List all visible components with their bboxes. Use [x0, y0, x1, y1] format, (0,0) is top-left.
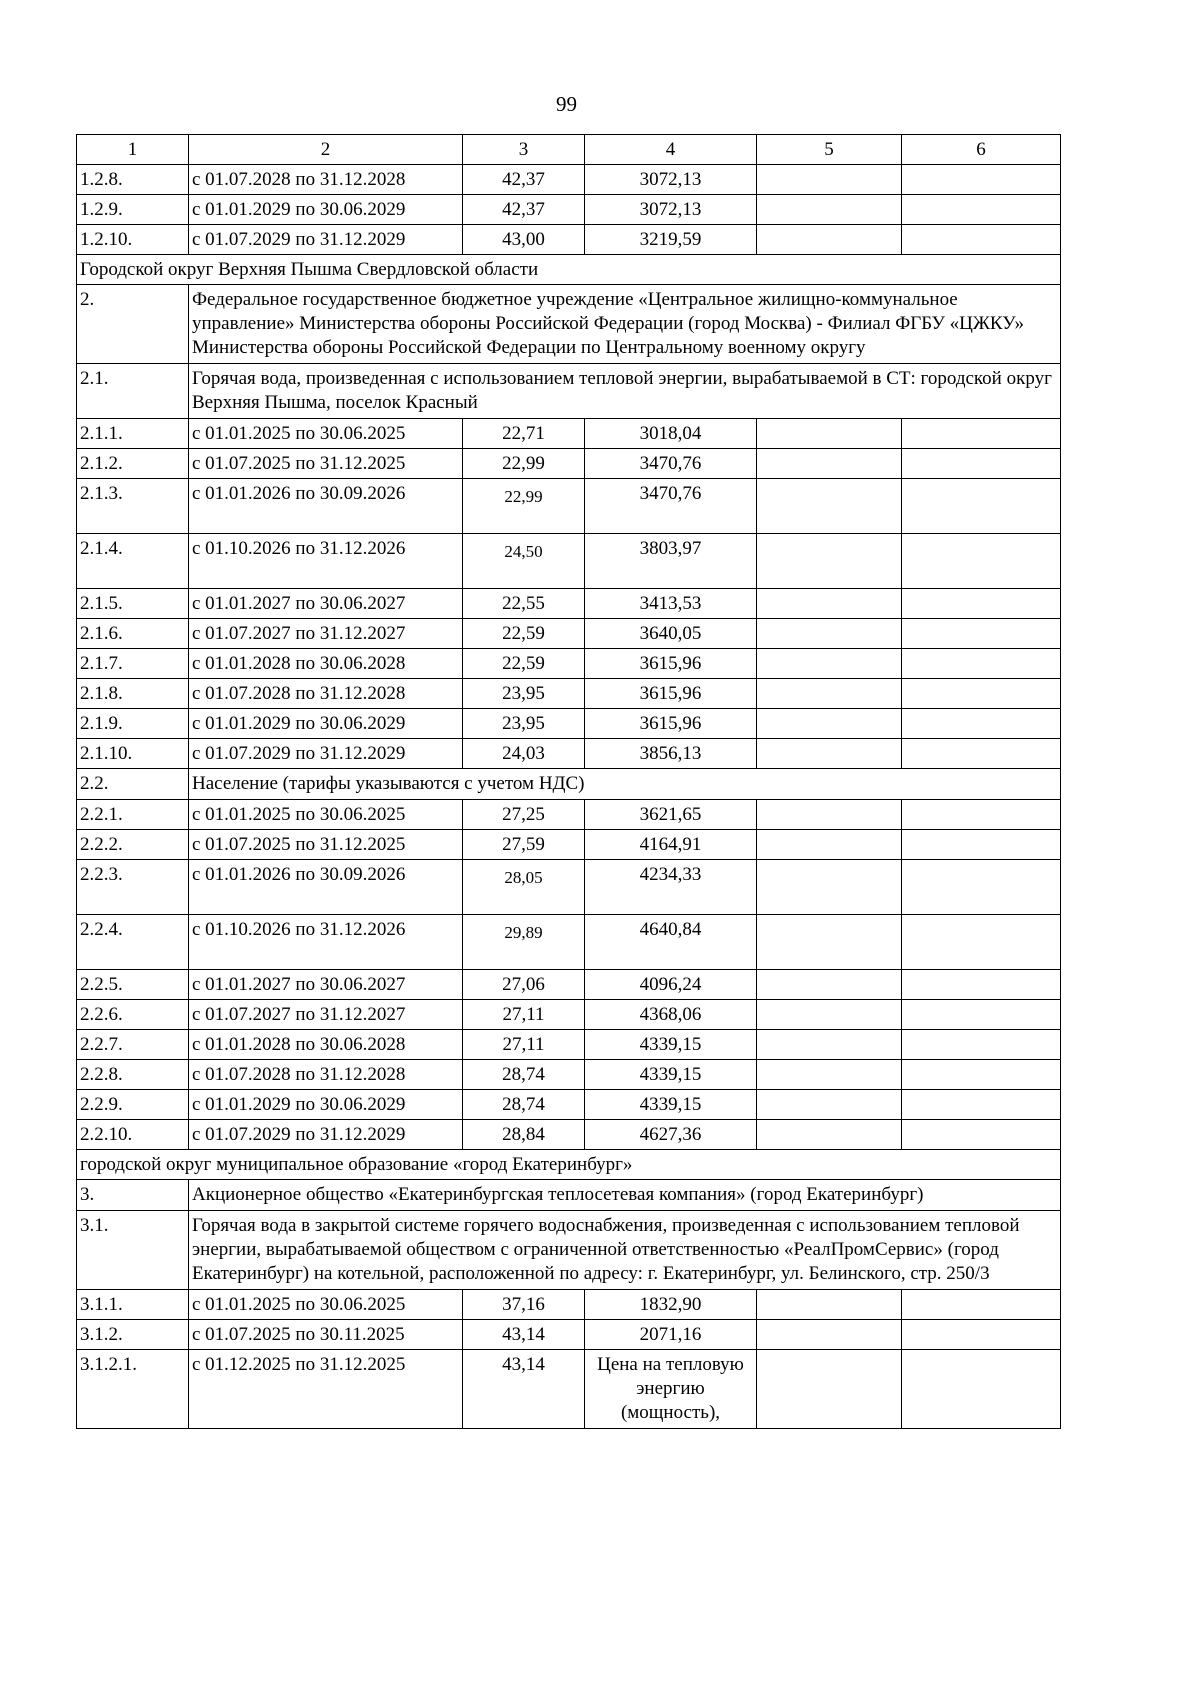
table-row	[77, 800, 1061, 830]
empty-col5	[757, 479, 902, 534]
empty-col5	[757, 830, 902, 860]
period-cell: с 01.01.2029 по 30.06.2029	[189, 1090, 463, 1120]
table-row	[77, 709, 1061, 739]
empty-col5	[757, 709, 902, 739]
region-row	[77, 255, 1061, 285]
empty-col6	[902, 739, 1061, 769]
table-row	[77, 1000, 1061, 1030]
section-number: 2.1.	[77, 364, 189, 419]
row-number: 1.2.8.	[77, 165, 189, 195]
value-col3: 27,11	[463, 1000, 585, 1030]
row-number: 2.1.4.	[77, 534, 189, 589]
table-row	[77, 1060, 1061, 1090]
period-cell: с 01.12.2025 по 31.12.2025	[189, 1350, 463, 1429]
empty-col6	[902, 195, 1061, 225]
value-col3: 28,74	[463, 1090, 585, 1120]
period-cell: с 01.01.2026 по 30.09.2026	[189, 479, 463, 534]
empty-col6	[902, 589, 1061, 619]
row-number: 1.2.10.	[77, 225, 189, 255]
row-number: 2.1.6.	[77, 619, 189, 649]
value-col4: 3470,76	[585, 479, 757, 534]
section-row	[77, 769, 1061, 800]
row-number: 2.2.6.	[77, 1000, 189, 1030]
value-col4: 4627,36	[585, 1120, 757, 1150]
table-row	[77, 860, 1061, 915]
table-row	[77, 1030, 1061, 1060]
column-header: 1	[77, 135, 189, 165]
empty-col5	[757, 419, 902, 449]
section-title: Акционерное общество «Екатеринбургская теплосетевая компания» (город Екатеринбург)	[189, 1180, 1061, 1211]
value-col3: 28,84	[463, 1120, 585, 1150]
value-col3: 29,89	[463, 915, 585, 970]
empty-col6	[902, 1060, 1061, 1090]
row-number: 2.2.1.	[77, 800, 189, 830]
empty-col6	[902, 860, 1061, 915]
value-col3: 23,95	[463, 679, 585, 709]
empty-col5	[757, 915, 902, 970]
period-cell: с 01.07.2025 по 31.12.2025	[189, 830, 463, 860]
period-cell: с 01.07.2025 по 30.11.2025	[189, 1320, 463, 1350]
column-header: 2	[189, 135, 463, 165]
period-cell: с 01.01.2026 по 30.09.2026	[189, 860, 463, 915]
value-col3: 23,95	[463, 709, 585, 739]
empty-col6	[902, 679, 1061, 709]
empty-col6	[902, 449, 1061, 479]
table-row	[77, 449, 1061, 479]
table-row	[77, 534, 1061, 589]
empty-col6	[902, 1030, 1061, 1060]
period-cell: с 01.01.2029 по 30.06.2029	[189, 709, 463, 739]
section-number: 2.2.	[77, 769, 189, 800]
section-title: Федеральное государственное бюджетное учреждение «Центральное жилищно-коммунальное управление» Министерства обороны Российской Федерации (город Москва) - Филиал ФГБУ «ЦЖКУ» Министерства обороны Российской Федерации по Центральному военному округу	[189, 285, 1061, 364]
empty-col5	[757, 649, 902, 679]
section-title: Горячая вода, произведенная с использованием тепловой энергии, вырабатываемой в СТ: городской округ Верхняя Пышма, поселок Красный	[189, 364, 1061, 419]
row-number: 2.2.7.	[77, 1030, 189, 1060]
row-number: 2.1.2.	[77, 449, 189, 479]
empty-col6	[902, 225, 1061, 255]
row-number: 2.1.7.	[77, 649, 189, 679]
value-col4: 4640,84	[585, 915, 757, 970]
period-cell: с 01.01.2027 по 30.06.2027	[189, 970, 463, 1000]
empty-col5	[757, 739, 902, 769]
period-cell: с 01.01.2025 по 30.06.2025	[189, 800, 463, 830]
table-row	[77, 589, 1061, 619]
value-col3: 27,11	[463, 1030, 585, 1060]
section-row	[77, 1180, 1061, 1211]
empty-col5	[757, 195, 902, 225]
table-row	[77, 165, 1061, 195]
period-cell: с 01.01.2025 по 30.06.2025	[189, 1290, 463, 1320]
section-title: Горячая вода в закрытой системе горячего водоснабжения, произведенная с использованием тепловой энергии, вырабатываемой обществом с ограниченной ответственностью «РеалПромСервис» (город Екатеринбург) на котельной, расположенной по адресу: г. Екатеринбург, ул. Белинского, стр. 250/3	[189, 1211, 1061, 1290]
empty-col5	[757, 1290, 902, 1320]
table-row	[77, 619, 1061, 649]
period-cell: с 01.01.2029 по 30.06.2029	[189, 195, 463, 225]
table-row	[77, 479, 1061, 534]
row-number: 2.2.8.	[77, 1060, 189, 1090]
period-cell: с 01.07.2029 по 31.12.2029	[189, 225, 463, 255]
value-col3: 27,06	[463, 970, 585, 1000]
value-col3: 22,99	[463, 449, 585, 479]
row-number: 2.1.10.	[77, 739, 189, 769]
empty-col5	[757, 534, 902, 589]
region-title: Городской округ Верхняя Пышма Свердловской области	[77, 255, 1061, 285]
section-row	[77, 1211, 1061, 1290]
value-col4: 3219,59	[585, 225, 757, 255]
row-number: 2.2.9.	[77, 1090, 189, 1120]
empty-col5	[757, 225, 902, 255]
period-cell: с 01.10.2026 по 31.12.2026	[189, 915, 463, 970]
row-number: 2.1.1.	[77, 419, 189, 449]
value-col4: 3470,76	[585, 449, 757, 479]
section-number: 3.	[77, 1180, 189, 1211]
value-col3: 24,50	[463, 534, 585, 589]
table-row	[77, 1290, 1061, 1320]
table-row	[77, 679, 1061, 709]
value-col3: 22,99	[463, 479, 585, 534]
empty-col5	[757, 1030, 902, 1060]
table-row	[77, 915, 1061, 970]
value-col4: 3615,96	[585, 679, 757, 709]
row-number: 1.2.9.	[77, 195, 189, 225]
table-row	[77, 195, 1061, 225]
value-col3: 42,37	[463, 165, 585, 195]
value-col3: 43,14	[463, 1320, 585, 1350]
period-cell: с 01.07.2025 по 31.12.2025	[189, 449, 463, 479]
empty-col6	[902, 1290, 1061, 1320]
period-cell: с 01.07.2027 по 31.12.2027	[189, 619, 463, 649]
empty-col5	[757, 860, 902, 915]
empty-col6	[902, 970, 1061, 1000]
row-number: 2.1.9.	[77, 709, 189, 739]
value-col4: 4339,15	[585, 1060, 757, 1090]
table-row	[77, 649, 1061, 679]
section-number: 3.1.	[77, 1211, 189, 1290]
row-number: 2.2.2.	[77, 830, 189, 860]
empty-col5	[757, 165, 902, 195]
empty-col6	[902, 1320, 1061, 1350]
empty-col6	[902, 800, 1061, 830]
value-col4: 3856,13	[585, 739, 757, 769]
period-cell: с 01.07.2029 по 31.12.2029	[189, 739, 463, 769]
empty-col6	[902, 479, 1061, 534]
value-col3: 42,37	[463, 195, 585, 225]
table-row	[77, 1350, 1061, 1429]
table-header-row	[77, 135, 1061, 165]
value-col3: 28,74	[463, 1060, 585, 1090]
empty-col5	[757, 1000, 902, 1030]
empty-col6	[902, 1000, 1061, 1030]
value-col4: Цена на тепловую энергию (мощность),	[585, 1350, 757, 1429]
region-row	[77, 1150, 1061, 1180]
period-cell: с 01.07.2028 по 31.12.2028	[189, 679, 463, 709]
row-number: 2.1.5.	[77, 589, 189, 619]
period-cell: с 01.01.2028 по 30.06.2028	[189, 1030, 463, 1060]
period-cell: с 01.01.2025 по 30.06.2025	[189, 419, 463, 449]
table-row	[77, 419, 1061, 449]
value-col3: 43,00	[463, 225, 585, 255]
value-col3: 22,59	[463, 649, 585, 679]
empty-col5	[757, 1090, 902, 1120]
value-col3: 43,14	[463, 1350, 585, 1429]
value-col3: 37,16	[463, 1290, 585, 1320]
row-number: 3.1.2.1.	[77, 1350, 189, 1429]
empty-col6	[902, 619, 1061, 649]
empty-col5	[757, 1120, 902, 1150]
empty-col6	[902, 1090, 1061, 1120]
value-col4: 3803,97	[585, 534, 757, 589]
empty-col5	[757, 679, 902, 709]
section-title: Население (тарифы указываются с учетом НДС)	[189, 769, 1061, 800]
region-title: городской округ муниципальное образование «город Екатеринбург»	[77, 1150, 1061, 1180]
value-col4: 4096,24	[585, 970, 757, 1000]
table-row	[77, 1320, 1061, 1350]
column-header: 5	[757, 135, 902, 165]
empty-col6	[902, 649, 1061, 679]
row-number: 3.1.2.	[77, 1320, 189, 1350]
value-col4: 3621,65	[585, 800, 757, 830]
period-cell: с 01.07.2028 по 31.12.2028	[189, 165, 463, 195]
empty-col5	[757, 619, 902, 649]
period-cell: с 01.01.2028 по 30.06.2028	[189, 649, 463, 679]
empty-col5	[757, 1060, 902, 1090]
period-cell: с 01.07.2027 по 31.12.2027	[189, 1000, 463, 1030]
value-col3: 28,05	[463, 860, 585, 915]
column-header: 4	[585, 135, 757, 165]
value-col3: 22,55	[463, 589, 585, 619]
value-col4: 4368,06	[585, 1000, 757, 1030]
value-col3: 27,59	[463, 830, 585, 860]
value-col4: 1832,90	[585, 1290, 757, 1320]
value-col4: 3640,05	[585, 619, 757, 649]
value-col4: 4339,15	[585, 1090, 757, 1120]
table-row	[77, 970, 1061, 1000]
row-number: 2.2.3.	[77, 860, 189, 915]
table-row	[77, 1120, 1061, 1150]
empty-col6	[902, 915, 1061, 970]
value-col4: 3072,13	[585, 165, 757, 195]
empty-col6	[902, 1120, 1061, 1150]
section-row	[77, 285, 1061, 364]
period-cell: с 01.01.2027 по 30.06.2027	[189, 589, 463, 619]
empty-col6	[902, 1350, 1061, 1429]
empty-col5	[757, 970, 902, 1000]
value-col4: 4164,91	[585, 830, 757, 860]
value-col4: 3413,53	[585, 589, 757, 619]
row-number: 2.2.4.	[77, 915, 189, 970]
period-cell: с 01.07.2029 по 31.12.2029	[189, 1120, 463, 1150]
empty-col5	[757, 800, 902, 830]
value-col4: 3615,96	[585, 649, 757, 679]
empty-col5	[757, 449, 902, 479]
value-col4: 2071,16	[585, 1320, 757, 1350]
period-cell: с 01.10.2026 по 31.12.2026	[189, 534, 463, 589]
row-number: 2.2.5.	[77, 970, 189, 1000]
empty-col6	[902, 830, 1061, 860]
empty-col6	[902, 709, 1061, 739]
value-col4: 3072,13	[585, 195, 757, 225]
table-row	[77, 225, 1061, 255]
value-col3: 27,25	[463, 800, 585, 830]
table-row	[77, 830, 1061, 860]
empty-col5	[757, 1350, 902, 1429]
empty-col5	[757, 1320, 902, 1350]
value-col3: 22,59	[463, 619, 585, 649]
section-number: 2.	[77, 285, 189, 364]
value-col4: 3615,96	[585, 709, 757, 739]
page-number: 99	[556, 92, 577, 116]
empty-col6	[902, 165, 1061, 195]
empty-col6	[902, 534, 1061, 589]
value-col4: 3018,04	[585, 419, 757, 449]
value-col3: 22,71	[463, 419, 585, 449]
value-col3: 24,03	[463, 739, 585, 769]
value-col4: 4234,33	[585, 860, 757, 915]
row-number: 2.1.3.	[77, 479, 189, 534]
empty-col6	[902, 419, 1061, 449]
empty-col5	[757, 589, 902, 619]
table-row	[77, 739, 1061, 769]
row-number: 2.2.10.	[77, 1120, 189, 1150]
period-cell: с 01.07.2028 по 31.12.2028	[189, 1060, 463, 1090]
value-col4: 4339,15	[585, 1030, 757, 1060]
row-number: 3.1.1.	[77, 1290, 189, 1320]
row-number: 2.1.8.	[77, 679, 189, 709]
column-header: 6	[902, 135, 1061, 165]
column-header: 3	[463, 135, 585, 165]
tariff-table	[76, 134, 1061, 1429]
section-row	[77, 364, 1061, 419]
table-row	[77, 1090, 1061, 1120]
